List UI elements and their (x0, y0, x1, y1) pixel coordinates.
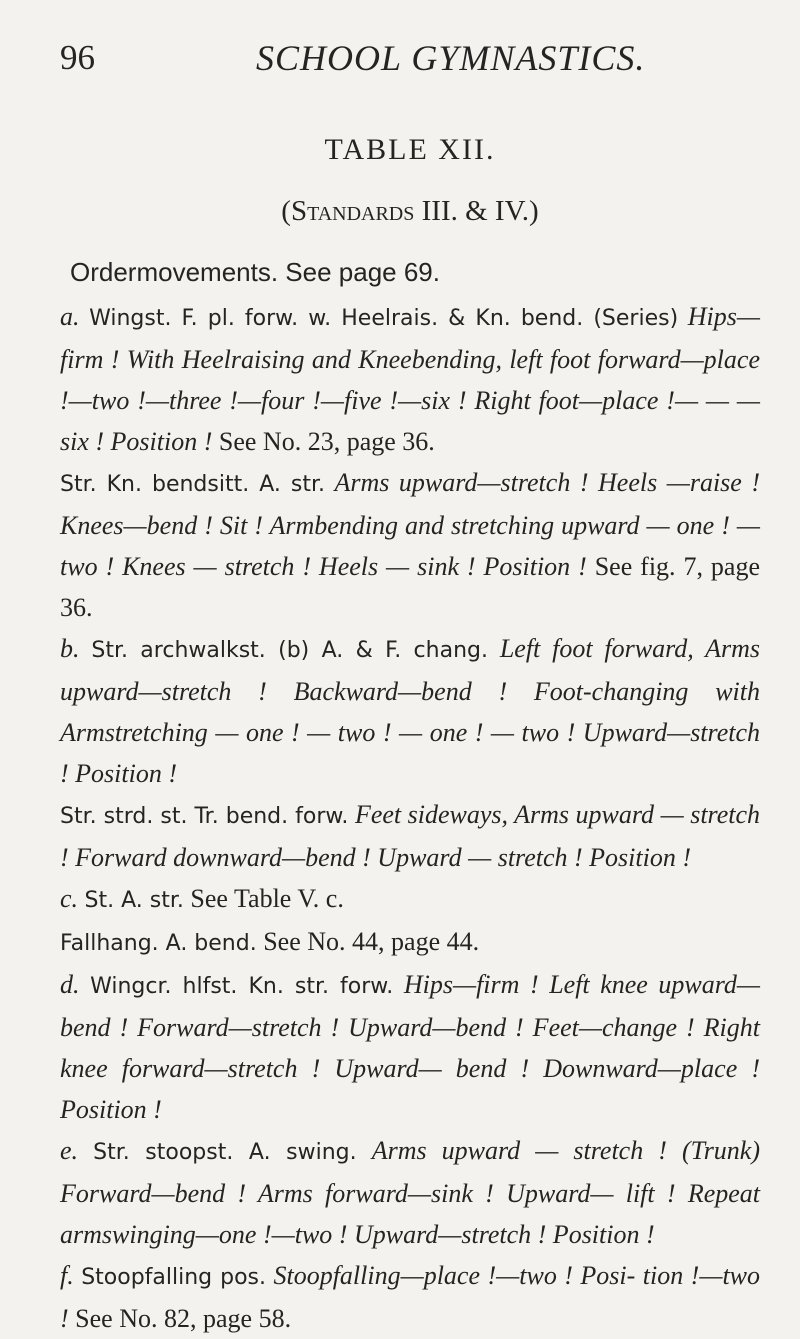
exercise-paragraph (60, 1130, 760, 1255)
exercise-paragraph (60, 1255, 760, 1339)
exercise-letter: e. (60, 1135, 79, 1165)
exercise-command: Str. archwalkst. (b) A. & F. chang. (91, 637, 488, 663)
exercise-command: Wingst. F. pl. forw. w. Heelrais. & Kn. bend. (Series) (89, 305, 679, 331)
exercise-orders: Arms upward—stretch ! Heels —raise ! Knees—bend ! Sit ! Armbending and stretching upward — one ! — two ! Knees — stretch ! Heels — sink ! Position ! (60, 467, 760, 581)
exercise-paragraph (60, 964, 760, 1130)
exercise-command: Str. stoopst. A. swing. (93, 1139, 357, 1165)
exercise-reference: See No. 82, page 58. (75, 1303, 292, 1333)
exercise-letter: d. (60, 969, 80, 999)
standards-subtitle: (Standards III. & IV.) (281, 195, 539, 227)
exercise-letter: b. (60, 633, 80, 663)
exercise-letter: a. (60, 301, 80, 331)
exercise-reference: See fig. 7, page 36. (60, 551, 760, 622)
exercise-letter: f. (60, 1260, 74, 1290)
exercise-reference: See No. 44, page 44. (263, 926, 480, 956)
exercise-reference: See Table V. c. (190, 883, 344, 913)
exercise-command: Fallhang. A. bend. (60, 930, 257, 956)
page-number: 96 (60, 38, 95, 77)
exercise-command: Str. strd. st. Tr. bend. forw. (60, 803, 349, 829)
exercise-orders: Arms upward — stretch ! (Trunk) Forward—bend ! Arms forward—sink ! Upward— lift ! Repeat armswinging—one !—two ! Upward—stretch ! Position ! (60, 1135, 761, 1249)
exercise-paragraph (60, 296, 760, 462)
exercise-command: Wingcr. hlfst. Kn. str. forw. (90, 973, 394, 999)
exercise-paragraph (60, 878, 760, 921)
ordermovements-line: Ordermovements. See page 69. (70, 257, 440, 287)
exercise-command: Stoopfalling pos. (81, 1264, 266, 1290)
exercise-orders: Feet sideways, Arms upward — stretch ! Forward downward—bend ! Upward — stretch ! Position ! (60, 799, 761, 872)
exercise-paragraph (60, 794, 760, 878)
exercise-command: Str. Kn. bendsitt. A. str. (60, 471, 325, 497)
exercise-paragraph (60, 628, 760, 794)
table-title: TABLE XII. (324, 133, 496, 166)
exercise-orders: Hips—firm ! With Heelraising and Kneebending, left foot forward—place !—two !—three !—four !—five !—six ! Right foot—place !— — — six ! Position ! (60, 301, 760, 456)
exercise-list (60, 296, 760, 1339)
exercise-orders: Hips—firm ! Left knee upward—bend ! Forward—stretch ! Upward—bend ! Feet—change ! Right knee forward—stretch ! Upward— bend ! Downward—place ! Position ! (60, 969, 760, 1124)
exercise-orders: Stoopfalling—place !—two ! Posi- tion !—two ! (60, 1260, 761, 1333)
exercise-paragraph (60, 921, 760, 964)
exercise-paragraph (60, 462, 760, 628)
exercise-orders: Left foot forward, Arms upward—stretch ! Backward—bend ! Foot-changing with Armstretching — one ! — two ! — one ! — two ! Upward—stretch ! Position ! (60, 633, 761, 788)
exercise-command: St. A. str. (84, 887, 184, 913)
book-title: SCHOOL GYMNASTICS. (256, 38, 646, 78)
exercise-reference: See No. 23, page 36. (218, 426, 435, 456)
running-head (60, 0, 760, 80)
exercise-letter: c. (60, 883, 79, 913)
